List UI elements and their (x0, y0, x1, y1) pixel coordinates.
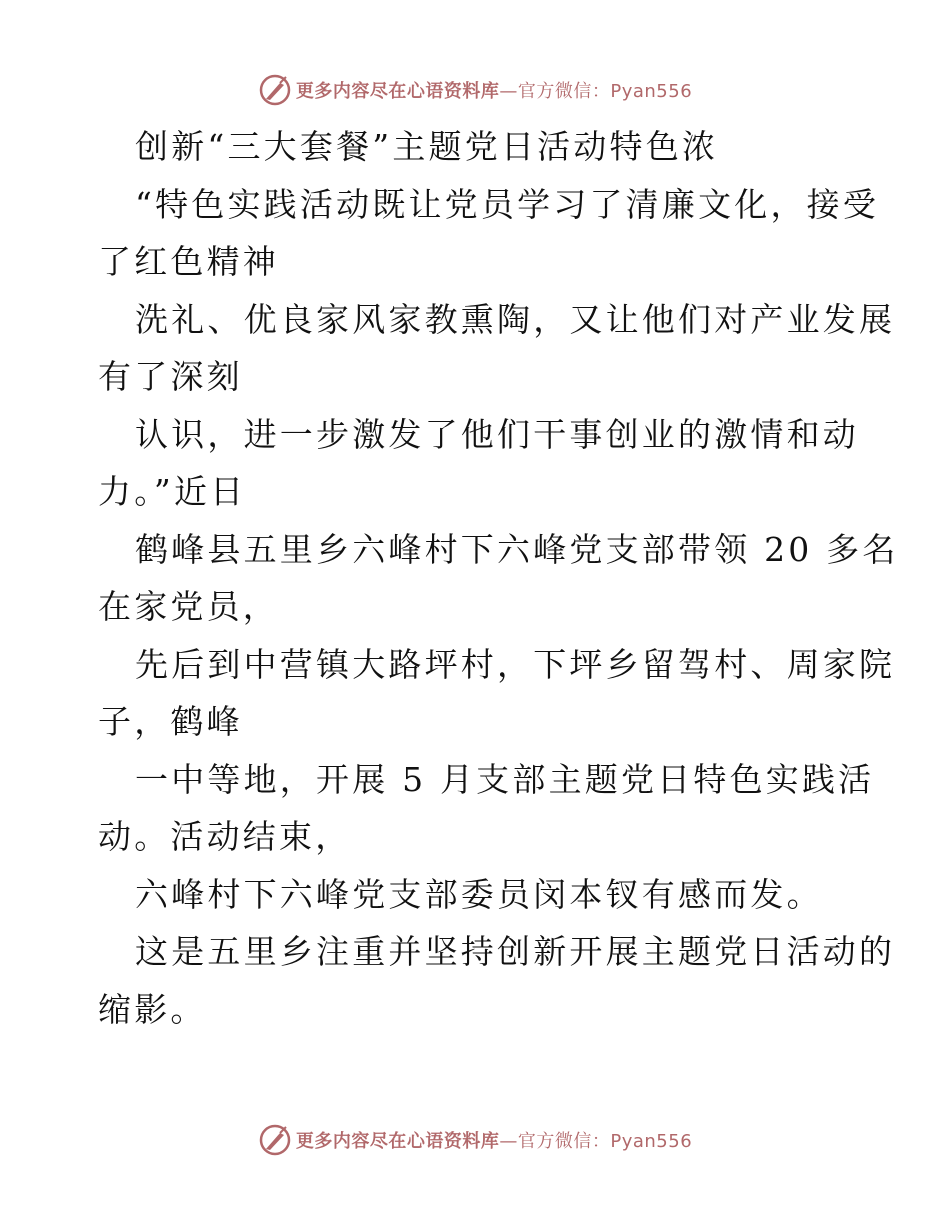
text-line: 一中等地，开展 5 月支部主题党日特色实践活 (135, 759, 875, 799)
watermark-text (296, 1127, 692, 1153)
watermark-text (296, 77, 692, 103)
watermark-label: 更多内容尽在心语资料库 (295, 1131, 500, 1152)
text-line: 缩影。 (98, 989, 207, 1029)
watermark-dash: — (499, 81, 518, 102)
text-line: 在家党员， (98, 587, 279, 626)
watermark-wechat: 官方微信： (517, 81, 611, 102)
watermark-label: 更多内容尽在心语资料库 (295, 81, 500, 102)
watermark-id: Pyan556 (610, 81, 693, 102)
text-line: 六峰村下六峰党支部委员闵本钗有感而发。 (135, 874, 823, 914)
quill-logo-icon (258, 1123, 292, 1157)
text-line: 力。”近日 (98, 472, 247, 511)
watermark-id: Pyan556 (610, 1131, 693, 1152)
watermark-wechat: 官方微信： (517, 1131, 611, 1152)
text-line: 了红色精神 (98, 242, 279, 281)
text-line: 子，鹤峰 (98, 702, 243, 741)
text-line: 洗礼、优良家风家教熏陶，又让他们对产业发展 (135, 299, 896, 339)
footer-watermark (0, 1120, 950, 1160)
text-line: 有了深刻 (98, 357, 243, 396)
text-line: 先后到中营镇大路坪村，下坪乡留驾村、周家院 (135, 644, 896, 684)
text-line: 这是五里乡注重并坚持创新开展主题党日活动的 (135, 932, 896, 971)
text-line: 鹤峰县五里乡六峰村下六峰党支部带领 20 多名 (135, 529, 899, 569)
text-line: 认识，进一步激发了他们干事创业的激情和动 (135, 414, 859, 454)
text-line: “特色实践活动既让党员学习了清廉文化，接受 (135, 184, 880, 224)
text-line: 动。活动结束， (98, 817, 352, 856)
text-line: 创新“三大套餐”主题党日活动特色浓 (135, 127, 719, 166)
header-watermark (0, 70, 950, 110)
watermark-dash: — (499, 1131, 518, 1152)
quill-logo-icon (258, 73, 292, 107)
document-body (98, 118, 899, 1038)
